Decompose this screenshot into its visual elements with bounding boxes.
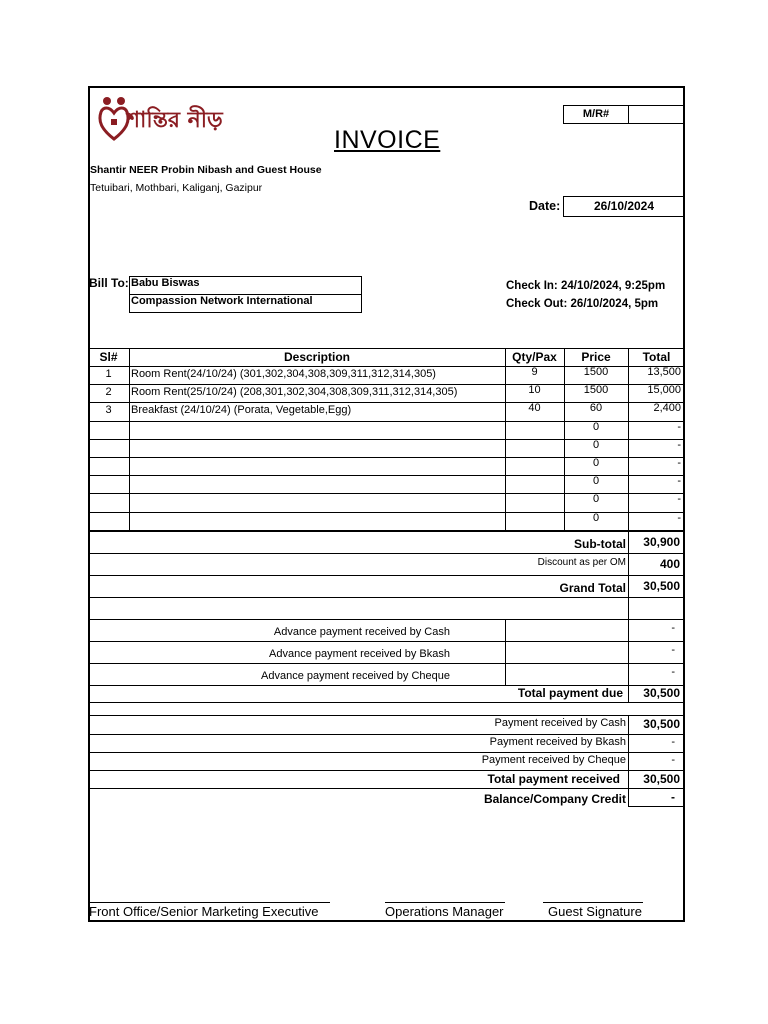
table-header-price: Price xyxy=(581,350,611,364)
row-price: 60 xyxy=(589,402,603,415)
table-header-qty: Qty/Pax xyxy=(512,350,557,364)
company-name: Shantir NEER Probin Nibash and Guest House xyxy=(90,164,322,176)
row-price: 1500 xyxy=(583,384,609,397)
payment-cash-value: 30,500 xyxy=(643,717,680,731)
payment-cheque-value: - xyxy=(671,754,675,766)
payment-cheque-label: Payment received by Cheque xyxy=(481,754,626,766)
row-total: 15,000 xyxy=(647,384,681,397)
mr-label: M/R# xyxy=(582,108,610,120)
guest-signature-line xyxy=(543,902,643,903)
operations-signature-line xyxy=(385,902,505,903)
row-description: Breakfast (24/10/24) (Porata, Vegetable,Egg) xyxy=(131,404,352,417)
front-office-signature-label: Front Office/Senior Marketing Executive xyxy=(89,904,319,919)
row-price: 0 xyxy=(592,438,600,451)
row-sl: 2 xyxy=(105,386,112,399)
row-qty: 9 xyxy=(531,366,538,378)
company-address: Tetuibari, Mothbari, Kaliganj, Gazipur xyxy=(90,182,263,194)
front-office-signature-line xyxy=(90,902,330,903)
row-qty: 40 xyxy=(528,402,541,415)
discount-label: Discount as per OM xyxy=(537,557,626,568)
row-price: 0 xyxy=(592,475,600,488)
row-total: - xyxy=(677,475,681,488)
bill-to-name: Babu Biswas xyxy=(131,277,200,289)
date-value[interactable]: 26/10/2024 xyxy=(593,199,655,213)
check-in: Check In: 24/10/2024, 9:25pm xyxy=(506,280,666,292)
row-price: 0 xyxy=(592,493,600,506)
row-total: - xyxy=(677,438,681,451)
advance-cash-value: - xyxy=(671,622,675,634)
discount-value: 400 xyxy=(659,557,680,571)
row-total: - xyxy=(677,420,681,433)
total-payment-received-label: Total payment received xyxy=(487,772,620,786)
table-header-sl: Sl# xyxy=(99,350,118,364)
row-total: - xyxy=(677,493,681,506)
row-price: 1500 xyxy=(583,366,609,378)
total-payment-due-label: Total payment due xyxy=(517,686,623,700)
row-sl: 1 xyxy=(105,368,112,380)
payment-cash-label: Payment received by Cash xyxy=(494,717,626,729)
total-payment-received-value: 30,500 xyxy=(643,772,680,786)
people-heart-icon xyxy=(97,95,131,141)
invoice-title: INVOICE xyxy=(334,126,441,154)
advance-bkash-label: Advance payment received by Bkash xyxy=(269,648,450,660)
advance-bkash-value: - xyxy=(671,644,675,656)
subtotal-value: 30,900 xyxy=(643,535,680,549)
row-qty: 10 xyxy=(528,384,541,397)
advance-cheque-value: - xyxy=(671,666,675,678)
row-price: 0 xyxy=(592,420,600,433)
logo-wordmark: শান্তির নীড় xyxy=(127,107,223,133)
advance-cash-label: Advance payment received by Cash xyxy=(273,626,450,638)
row-total: - xyxy=(677,457,681,469)
row-total: 13,500 xyxy=(647,366,681,378)
balance-value: - xyxy=(671,790,675,804)
operations-signature-label: Operations Manager xyxy=(385,904,504,919)
row-description: Room Rent(25/10/24) (208,301,302,304,308,309,311,312,314,305) xyxy=(131,386,458,399)
guest-signature-label: Guest Signature xyxy=(548,904,642,919)
row-sl: 3 xyxy=(105,404,112,417)
row-total: 2,400 xyxy=(653,402,681,415)
row-price: 0 xyxy=(592,511,600,524)
advance-cheque-label: Advance payment received by Cheque xyxy=(261,670,450,682)
subtotal-label: Sub-total xyxy=(574,537,626,551)
total-payment-due-value: 30,500 xyxy=(643,686,680,700)
date-label: Date: xyxy=(529,199,561,213)
payment-bkash-value: - xyxy=(671,736,675,748)
bill-to-organization: Compassion Network International xyxy=(131,295,313,307)
table-header-description: Description xyxy=(283,350,350,364)
grand-total-value: 30,500 xyxy=(643,579,680,593)
check-out: Check Out: 26/10/2024, 5pm xyxy=(506,298,659,310)
table-header-total: Total xyxy=(642,350,671,364)
payment-bkash-label: Payment received by Bkash xyxy=(489,736,626,748)
row-price: 0 xyxy=(592,457,600,469)
row-total: - xyxy=(677,511,681,524)
grand-total-label: Grand Total xyxy=(559,581,626,595)
balance-label: Balance/Company Credit xyxy=(483,792,626,806)
company-logo xyxy=(97,95,223,143)
row-description: Room Rent(24/10/24) (301,302,304,308,309,311,312,314,305) xyxy=(131,368,436,380)
bill-to-label: Bill To: xyxy=(89,276,129,290)
